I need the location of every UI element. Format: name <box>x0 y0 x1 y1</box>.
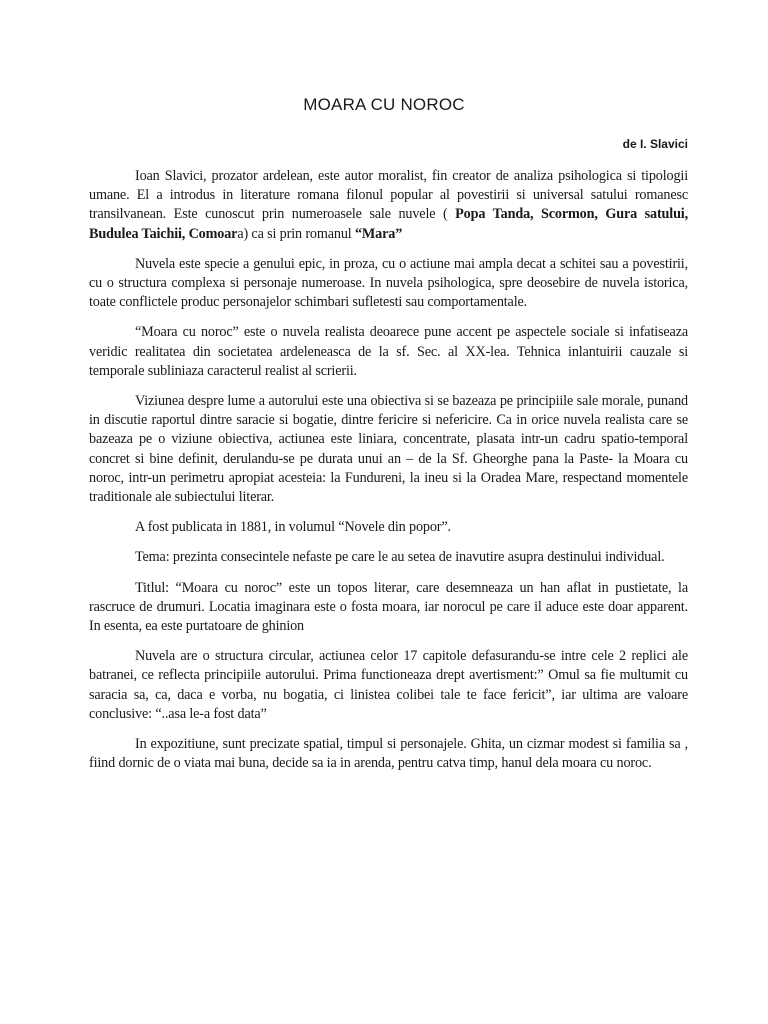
paragraph-genre: Nuvela este specie a genului epic, in proza, cu o actiune mai ampla decat a schitei sau a povestirii, cu o structura complexa si personaje numeroase. In nuvela psihologica, spre deosebire de nuvela istorica, toate conflictele produc personajelor schimbari sufletesti sau comportamentale. <box>89 255 688 311</box>
novel-title: “Mara” <box>354 225 403 242</box>
paragraph-theme: Tema: prezinta consecintele nefaste pe care le au setea de inavutire asupra destinului individual. <box>135 549 665 566</box>
document-author: de I. Slavici <box>622 137 688 151</box>
paragraph-worldview: Viziunea despre lume a autorului este una obiectiva si se bazeaza pe principiile sale morale, punand in discutie raportul dintre saracie si bogatie, dintre fericire si nefericire. Ca in orice nuvela realista care se bazeaza pe o viziune obiectiva, actiunea este liniara, concentrate, plasata intr-un cadru spatio-temporal concret si bine definit, derulandu-se pe durata unui an – de la Sf. Gheorghe pana la Paste- la Moara cu noroc, intr-un perimetru apropiat acesteia: la Fundureni, la ineu si la Oradea Mare, respectand momentele traditionale ale subiectului literar. <box>89 393 688 506</box>
paragraph-realism: “Moara cu noroc” este o nuvela realista deoarece pune accent pe aspectele sociale si infatiseaza veridic realitatea din societatea ardeleneasca de la sf. Sec. al XX-lea. Tehnica inlantuirii cauzale si temporale subliniaza caracterul realist al scrierii. <box>89 324 688 379</box>
document-body <box>89 167 688 784</box>
paragraph-structure: Nuvela are o structura circular, actiunea celor 17 capitole defasurandu-se intre cele 2 replici ale batranei, ce reflecta principiile autorului. Prima functioneaza drept avertisment:” Omul sa fie multumit cu saracia sa, ca, daca e vorba, nu bogatia, ci linistea colibei tale te face fericit”, iar ultima are valoare conclusive: “..asa le-a fost data” <box>89 648 688 722</box>
novella-list: Popa Tanda, Scormon, Gura satului, Budulea Taichii, Comoar <box>89 206 688 242</box>
paragraph-intro <box>89 167 688 244</box>
paragraph-intro-text-1: Ioan Slavici, prozator ardelean, este autor moralist, fin creator de analiza psihologica si tipologii umane. El a introdus in literature romana filonul popular al povestirii si universal satului romanesc transilvanean. Este cunoscut prin numeroasele sale nuvele ( <box>89 168 688 223</box>
paragraph-publication: A fost publicata in 1881, in volumul “Novele din popor”. <box>135 519 451 536</box>
paragraph-title-meaning: Titlul: “Moara cu noroc” este un topos literar, care desemneaza un han aflat in pustietate, la rascruce de drumuri. Locatia imaginara este o fosta moara, iar norocul pe care il aduce este doar apparent. In esenta, ea este purtatoare de ghinion <box>89 579 688 635</box>
paragraph-intro-text-2: a) ca si prin romanul <box>237 225 355 242</box>
paragraph-exposition: In expozitiune, sunt precizate spatial, timpul si personajele. Ghita, un cizmar modest si familia sa , fiind dornic de o viata mai buna, decide sa ia in arenda, pentru catva timp, hanul dela moara cu noroc. <box>89 736 688 772</box>
document-title: MOARA CU NOROC <box>303 95 465 114</box>
